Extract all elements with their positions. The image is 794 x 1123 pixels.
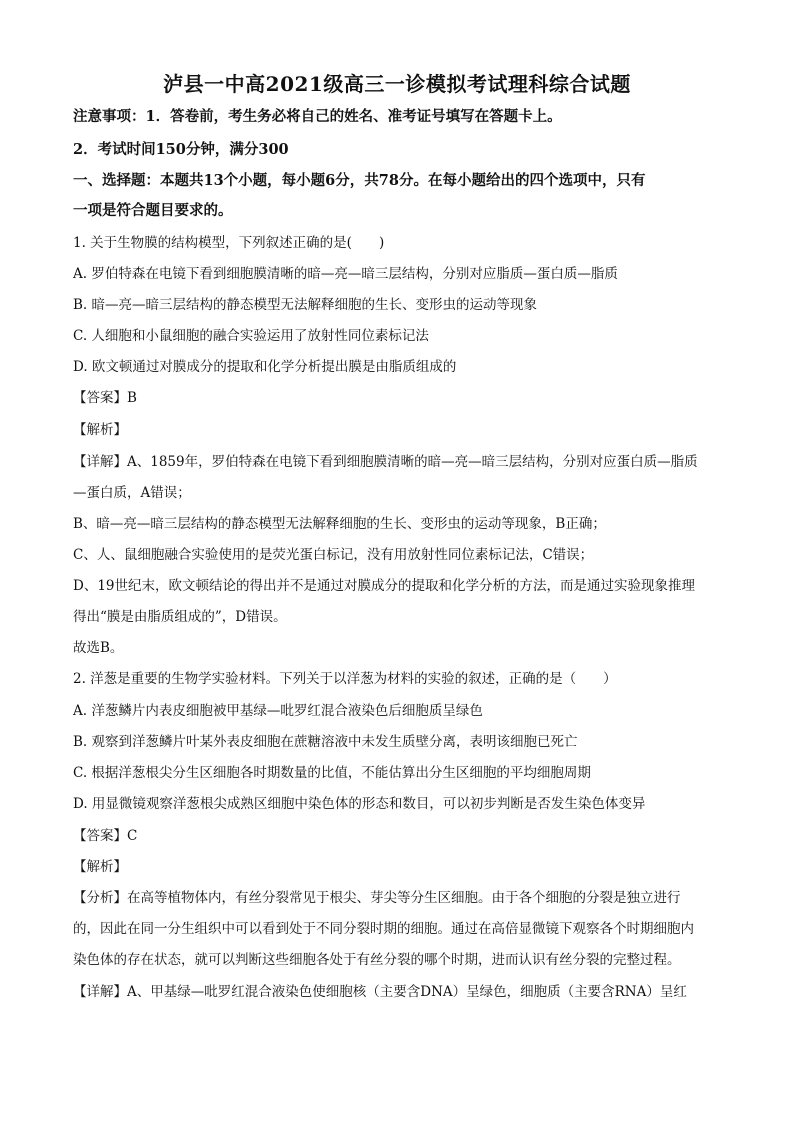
q2-option-a: A. 洋葱鳞片内表皮细胞被甲基绿—吡罗红混合液染色后细胞质呈绿色 bbox=[73, 703, 483, 719]
q1-detail-1: 【详解】A、1859年，罗伯特森在电镜下看到细胞膜清晰的暗—亮—暗三层结构，分别对应蛋白质—脂质 bbox=[73, 454, 698, 470]
notice-line-1: 注意事项：1．答卷前，考生务必将自己的姓名、准考证号填写在答题卡上。 bbox=[73, 108, 562, 125]
q1-detail-6: 得出“膜是由脂质组成的”，D错误。 bbox=[73, 609, 287, 625]
q2-option-c: C. 根据洋葱根尖分生区细胞各时期数量的比值，不能估算出分生区细胞的平均细胞周期 bbox=[73, 765, 591, 781]
q2-fenxi-1: 【分析】在高等植物体内，有丝分裂常见于根尖、芽尖等分生区细胞。由于各个细胞的分裂是独立进行 bbox=[73, 890, 681, 906]
q1-detail-2: —蛋白质，A错误； bbox=[73, 485, 191, 501]
q1-option-d: D. 欧文顿通过对膜成分的提取和化学分析提出膜是由脂质组成的 bbox=[73, 359, 457, 375]
q1-detail-3: B、暗—亮—暗三层结构的静态模型无法解释细胞的生长、变形虫的运动等现象，B正确； bbox=[73, 516, 606, 532]
exam-title: 泸县一中高2021级高三一诊模拟考试理科综合试题 bbox=[163, 72, 631, 96]
q1-conclusion: 故选B。 bbox=[73, 640, 124, 656]
q2-detail-1: 【详解】A、甲基绿—吡罗红混合液染色使细胞核（主要含DNA）呈绿色，细胞质（主要含RNA）呈红 bbox=[73, 984, 687, 1000]
q2-answer: 【答案】C bbox=[73, 828, 138, 844]
q1-analysis-label: 【解析】 bbox=[73, 422, 127, 438]
q2-option-b: B. 观察到洋葱鳞片叶某外表皮细胞在蔗糖溶液中未发生质壁分离，表明该细胞已死亡 bbox=[73, 734, 578, 750]
q2-option-d: D. 用显微镜观察洋葱根尖成熟区细胞中染色体的形态和数目，可以初步判断是否发生染色体变异 bbox=[73, 796, 646, 812]
q1-option-c: C. 人细胞和小鼠细胞的融合实验运用了放射性同位素标记法 bbox=[73, 328, 429, 344]
notice-line-2: 2．考试时间150分钟，满分300 bbox=[73, 141, 289, 158]
q1-option-a: A. 罗伯特森在电镜下看到细胞膜清晰的暗—亮—暗三层结构，分别对应脂质—蛋白质—脂质 bbox=[73, 266, 618, 282]
q1-answer: 【答案】B bbox=[73, 390, 137, 406]
q1-detail-5: D、19世纪末，欧文顿结论的得出并不是通过对膜成分的提取和化学分析的方法，而是通过实验现象推理 bbox=[73, 578, 696, 594]
q1-detail-4: C、人、鼠细胞融合实验使用的是荧光蛋白标记，没有用放射性同位素标记法，C错误； bbox=[73, 547, 594, 563]
q2-stem: 2. 洋葱是重要的生物学实验材料。下列关于以洋葱为材料的实验的叙述，正确的是（ ） bbox=[73, 671, 617, 687]
section-heading-line-1: 一、选择题：本题共13个小题，每小题6分，共78分。在每小题给出的四个选项中，只有 bbox=[73, 172, 646, 189]
q2-fenxi-3: 染色体的存在状态，就可以判断这些细胞各处于有丝分裂的哪个时期，进而认识有丝分裂的完整过程。 bbox=[73, 952, 681, 968]
q2-fenxi-2: 的，因此在同一分生组织中可以看到处于不同分裂时期的细胞。通过在高倍显微镜下观察各个时期细胞内 bbox=[73, 921, 694, 937]
q2-analysis-label: 【解析】 bbox=[73, 859, 127, 875]
section-heading-line-2: 一项是符合题目要求的。 bbox=[73, 202, 233, 219]
q1-option-b: B. 暗—亮—暗三层结构的静态模型无法解释细胞的生长、变形虫的运动等现象 bbox=[73, 297, 538, 313]
q1-stem: 1. 关于生物膜的结构模型，下列叙述正确的是( ) bbox=[73, 235, 385, 251]
